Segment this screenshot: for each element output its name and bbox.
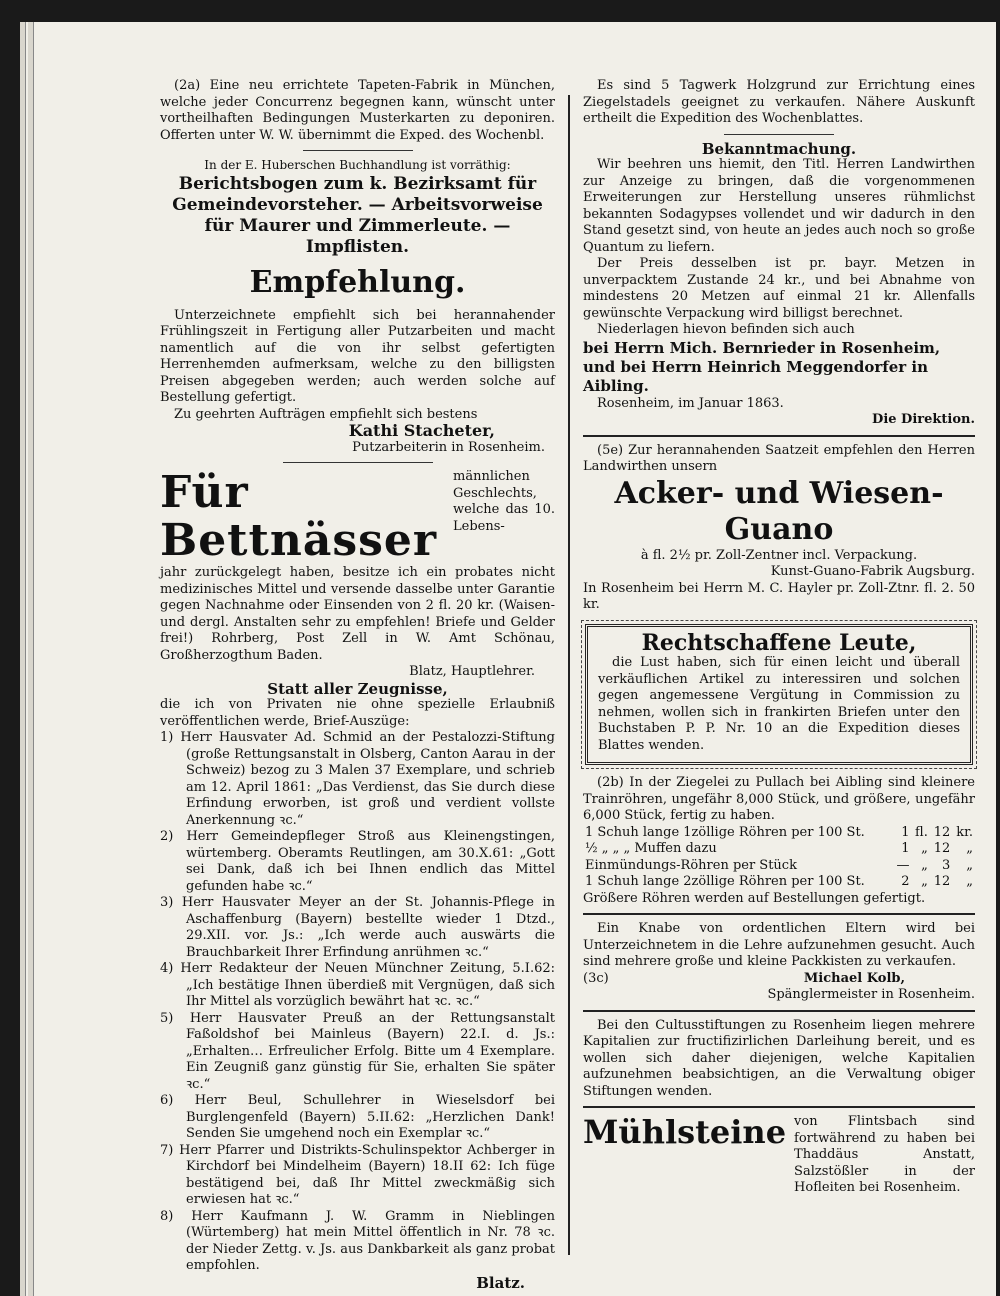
bekanntmachung-price: Der Preis desselben ist pr. bayr. Metzen in unverpacktem Zustande 24 kr., und bei Abnahme von mindestens 20 Metzen auf einmal 21 kr. Allenfalls gewünschte Verpackung wird billigst berechnet. xyxy=(583,256,975,321)
price-kr: 12 xyxy=(933,824,951,840)
bekanntmachung-niederlagen: Niederlagen hievon befinden sich auch xyxy=(597,322,855,337)
zeugnisse-intro: die ich von Privaten nie ohne spezielle Erlaubniß veröffentlichen werde, Brief-Auszüge: xyxy=(160,697,555,729)
testimonial-item: 3) Herr Hausvater Meyer an der St. Johannis-Pflege in Aschaffenburg (Bayern) bestellte wieder 1 Dtzd., 29.XII. vor. Js.: „Ich werde auch auswärts die Brauchbarkeit Ihrer Erfindung anrühmen ꝛc.“ xyxy=(160,895,555,960)
bekanntmachung-dealers: bei Herrn Mich. Bernrieder in Rosenheim, und bei Herrn Heinrich Meggendorfer in Aibling. xyxy=(583,338,941,395)
guano-rosenheim: In Rosenheim bei Herrn M. C. Hayler pr. Zoll-Ztnr. fl. 2. 50 kr. xyxy=(583,580,975,612)
table-row xyxy=(583,825,975,842)
testimonial-item: 7) Herr Pfarrer und Distrikts-Schulinspektor Achberger in Kirchdorf bei Mindelheim (Bayern) 18.II 62: Ich füge bestätigend bei, daß Ihr Mittel zweckmäßig sich erwiesen hat ꝛc.“ xyxy=(160,1142,555,1207)
price-fl: 1 xyxy=(901,841,910,856)
roehren-price-table xyxy=(583,825,975,891)
table-row xyxy=(583,874,975,891)
bettnaesser-header xyxy=(160,469,555,565)
guano-title: Acker- und Wiesen-Guano xyxy=(614,475,944,547)
price-kr-unit: „ xyxy=(966,857,973,873)
page-edge xyxy=(20,22,26,1296)
price-fl: 2 xyxy=(901,874,910,889)
testimonial-item: 6) Herr Beul, Schullehrer in Wieselsdorf bei Burglengenfeld (Bayern) 5.II.62: „Herzlichen Dank! Senden Sie umgehend noch ein Exemplar ꝛc.“ xyxy=(160,1093,555,1141)
framed-ad-body: die Lust haben, sich für einen leicht und überall verkäuflichen Artikel zu interessiren und solchen gegen angemessene Vergütung in Commission zu nehmen, wollen sich in frankirten Briefen unter den Buchstaben P. P. Nr. 10 an die Expedition dieses Blattes wenden. xyxy=(598,655,960,753)
knabe-name: Michael Kolb, xyxy=(803,970,905,986)
row-label: ½ „ „ „ Muffen dazu xyxy=(585,841,717,856)
guano-firm: Kunst-Guano-Fabrik Augsburg. xyxy=(770,564,975,579)
huber-intro: In der E. Huberschen Buchhandlung ist vorräthig: xyxy=(204,158,511,172)
divider xyxy=(583,1010,975,1012)
guano-price: à fl. 2½ pr. Zoll-Zentner incl. Verpackung. xyxy=(640,547,918,563)
price-fl-unit: „ xyxy=(921,874,928,889)
price-fl-unit: „ xyxy=(921,841,928,856)
divider xyxy=(724,134,834,135)
bettnaesser-side: männlichen Geschlechts, welche das 10. Lebens- xyxy=(453,469,555,534)
muehlsteine-title: Mühlsteine xyxy=(583,1113,787,1151)
divider xyxy=(283,462,433,463)
zeugnisse-title: Statt aller Zeugnisse, xyxy=(267,679,448,698)
testimonial-item: 1) Herr Hausvater Ad. Schmid an der Pestalozzi-Stiftung (große Rettungsanstalt in Olsberg, Canton Aarau in der Schweiz) bezog zu 3 Malen 37 Exemplare, und schrieb am 12. April 1861: „Das Verdienst, das Sie durch diese Erfindung erworben, ist groß und verdient vollste Anerkennung ꝛc.“ xyxy=(160,730,555,828)
row-label: Einmündungs-Röhren per Stück xyxy=(585,857,797,873)
cultus-ad: Bei den Cultusstiftungen zu Rosenheim liegen mehrere Kapitalien zur fructifizirlichen Darleihung bereit, und es wollen sich daher diejenigen, welche Kapitalien aufzunehmen beabsichtigen, an die Verwaltung obiger Stiftungen wenden. xyxy=(583,1017,975,1099)
divider xyxy=(583,913,975,915)
holzgrund-ad: Es sind 5 Tagwerk Holzgrund zur Errichtung eines Ziegelstadels geeignet zu verkaufen. Nähere Auskunft ertheilt die Expedition des Wochenblattes. xyxy=(583,78,975,126)
column-divider xyxy=(568,95,570,1255)
bekanntmachung-body: Wir beehren uns hiemit, den Titl. Herren Landwirthen zur Anzeige zu bringen, daß die vorgenommenen Erweiterungen zur Herstellung unseres rühmlichst bekannten Sodagypses vollendet und wir dadurch in den Stand gesetzt sind, von heute an jedes auch noch so große Quantum zu liefern. xyxy=(583,157,975,255)
bettnaesser-signature: Blatz, Hauptlehrer. xyxy=(409,664,535,679)
bekanntmachung-title: Bekanntmachung. xyxy=(701,139,857,158)
price-kr: 12 xyxy=(933,841,951,856)
divider xyxy=(583,1106,975,1108)
page-edge xyxy=(28,22,34,1296)
row-label: 1 Schuh lange 1zöllige Röhren per 100 St. xyxy=(585,824,865,840)
price-kr-unit: kr. xyxy=(956,824,973,840)
price-fl-unit: fl. xyxy=(915,824,928,840)
testimonial-item: 2) Herr Gemeindepfleger Stroß aus Kleinengstingen, würtemberg. Oberamts Reutlingen, am 30.X.61: „Gott sei Dank, daß ich bei Ihnen endlich das Mittel gefunden habe ꝛc.“ xyxy=(160,829,555,894)
price-fl: 1 xyxy=(901,824,910,840)
final-signature: Blatz. xyxy=(476,1273,525,1292)
huber-title: Berichtsbogen zum k. Bezirksamt für Gemeindevorsteher. — Arbeitsvorweise für Maurer und Zimmerleute. — Impflisten. xyxy=(172,173,543,257)
price-kr-unit: „ xyxy=(966,841,973,856)
bekanntmachung-date: Rosenheim, im Januar 1863. xyxy=(597,395,784,411)
ziegelei-intro: (2b) In der Ziegelei zu Pullach bei Aibling sind kleinere Trainröhren, ungefähr 8,000 Stück, und größere, ungefähr 6,000 Stück, fertig zu haben. xyxy=(583,775,975,823)
bettnaesser-title: Für Bettnässer xyxy=(160,467,438,566)
price-fl: — xyxy=(896,857,910,873)
empfehlung-body: Unterzeichnete empfiehlt sich bei herannahender Frühlingszeit in Fertigung aller Putzarbeiten und macht namentlich auf die von ihr selbst gefertigten Herrenhemden aufmerksam, welche zu den billigsten Preisen abgegeben werden; auch werden solche auf Bestellung gefertigt. xyxy=(160,307,555,405)
empfehlung-role: Putzarbeiterin in Rosenheim. xyxy=(352,439,545,455)
divider xyxy=(583,435,975,437)
divider xyxy=(303,150,413,151)
row-label: 1 Schuh lange 2zöllige Röhren per 100 St. xyxy=(585,874,865,889)
testimonial-item: 4) Herr Redakteur der Neuen Münchner Zeitung, 5.I.62: „Ich bestätige Ihnen überdieß mit Vergnügen, daß sich Ihr Mittel als vorzüglich bewährt hat ꝛc. ꝛc.“ xyxy=(160,961,555,1009)
framed-ad-title: Rechtschaffene Leute, xyxy=(641,629,917,656)
tapeten-ad: (2a) Eine neu errichtete Tapeten-Fabrik in München, welche jeder Concurrenz begegnen kann, wünscht unter vortheilhaften Bedingungen Musterkarten zu deponiren. Offerten unter W. W. übernimmt die Exped. des Wochenbl. xyxy=(160,78,555,143)
empfehlung-close: Zu geehrten Aufträgen empfiehlt sich bestens xyxy=(174,406,478,422)
price-kr-unit: „ xyxy=(966,874,973,889)
price-fl-unit: „ xyxy=(921,857,928,873)
left-column xyxy=(160,78,555,1291)
muehlsteine-body: von Flintsbach sind fortwährend zu haben bei Thaddäus Anstatt, Salzstößler in der Hofleiten bei Rosenheim. xyxy=(794,1114,975,1195)
testimonial-item: 8) Herr Kaufmann J. W. Gramm in Nieblingen (Würtemberg) hat mein Mittel öffentlich in Nr. 78 ꝛc. der Nieder Zettg. v. Js. aus Dankbarkeit als ganz probat empfohlen. xyxy=(160,1208,555,1273)
empfehlung-title: Empfehlung. xyxy=(249,264,466,300)
framed-ad xyxy=(585,624,973,766)
price-kr: 12 xyxy=(933,874,951,889)
knabe-signature-row xyxy=(583,971,975,988)
empfehlung-name: Kathi Stacheter, xyxy=(348,421,495,440)
testimonial-item: 5) Herr Hausvater Preuß an der Rettungsanstalt Faßoldshof bei Mainleus (Bayern) 22.I. d. Js.: „Erhalten… Erfreulicher Erfolg. Bitte um 4 Exemplare. Ein Zeugniß ganz günstig für Sie, erhalten Sie später ꝛc.“ xyxy=(160,1010,555,1092)
right-column xyxy=(583,78,975,1197)
knabe-role: Spänglermeister in Rosenheim. xyxy=(767,987,975,1002)
bekanntmachung-signature: Die Direktion. xyxy=(872,412,975,427)
guano-intro: (5e) Zur herannahenden Saatzeit empfehlen den Herren Landwirthen unsern xyxy=(583,442,975,474)
muehlsteine-ad xyxy=(583,1114,975,1197)
bettnaesser-body: jahr zurückgelegt haben, besitze ich ein probates nicht medizinisches Mittel und versende dasselbe unter Garantie gegen Nachnahme oder Einsenden von 2 fl. 20 kr. (Waisen- und dergl. Anstalten sehr zu empfehlen! Briefe und Gelder frei!) Rohrberg, Post Zell in W. Amt Schönau, Großherzogthum Baden. xyxy=(160,565,555,663)
knabe-ad: Ein Knabe von ordentlichen Eltern wird bei Unterzeichnetem in die Lehre aufzunehmen gesucht. Auch sind mehrere große und kleine Packkisten zu verkaufen. xyxy=(583,921,975,969)
table-row xyxy=(583,858,975,875)
price-kr: 3 xyxy=(942,857,951,873)
roehren-note: Größere Röhren werden auf Bestellungen gefertigt. xyxy=(583,890,926,906)
knabe-number: (3c) xyxy=(583,970,609,986)
table-row xyxy=(583,841,975,858)
